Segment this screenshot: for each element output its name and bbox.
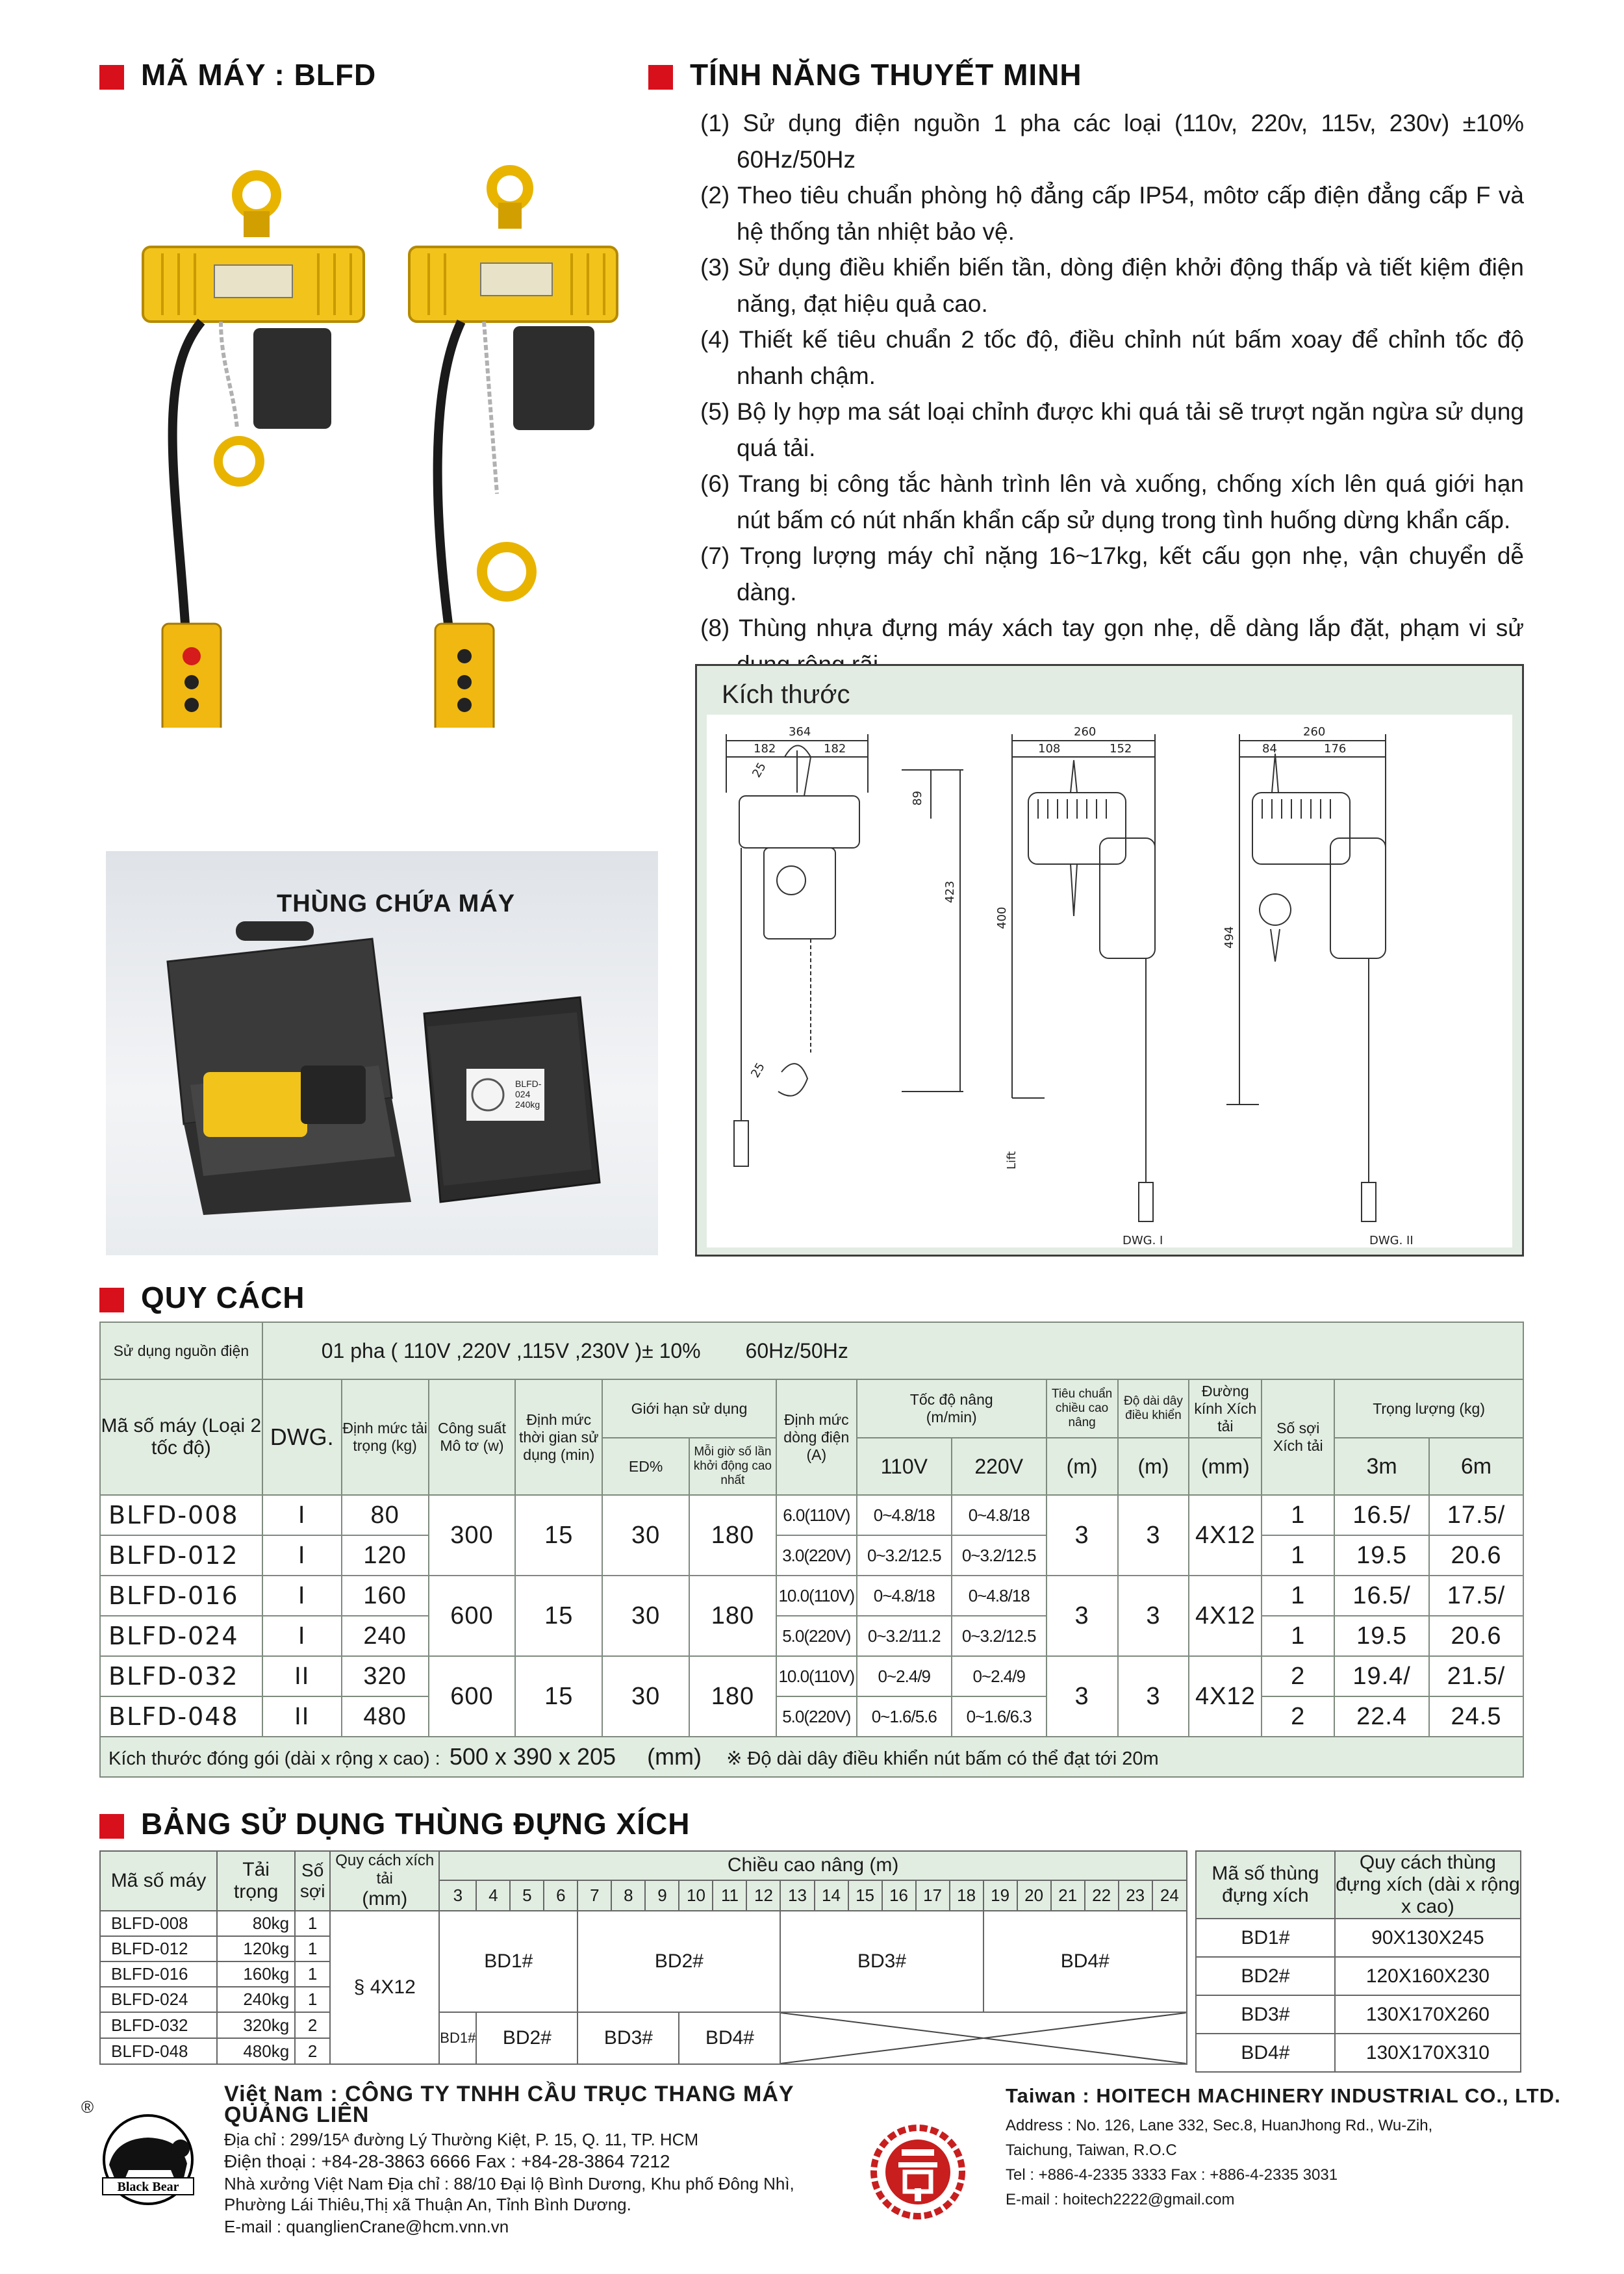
- dimension-drawing: [707, 715, 1512, 1247]
- feature-item: (4) Thiết kế tiêu chuẩn 2 tốc độ, điều chỉnh nút bấm xoay để chỉnh tốc độ nhanh chậm.: [700, 326, 1524, 389]
- dimension-title: Kích thước: [722, 680, 850, 709]
- red-square-icon: [99, 65, 124, 90]
- dim-182a: 182: [754, 742, 776, 756]
- dimension-drawing-box: [695, 664, 1524, 1257]
- tw-title: Taiwan : HOITECH MACHINERY INDUSTRIAL CO., LTD.: [1006, 2084, 1561, 2107]
- h-ed: ED%: [602, 1438, 689, 1495]
- hoist-photo: [123, 156, 682, 728]
- h-std: Tiêu chuẩn chiều cao nâng: [1047, 1379, 1118, 1438]
- logo-text: Black Bear: [117, 2180, 179, 2194]
- chain-row: BLFD-016 160kg 1: [100, 1961, 1187, 1987]
- ch-h-model: Mã số máy: [100, 1851, 217, 1911]
- h-speed: Tốc độ nâng (m/min): [857, 1379, 1047, 1438]
- ch-h-load: Tải trọng: [217, 1851, 295, 1911]
- ch-h-falls: Số sợi: [295, 1851, 330, 1911]
- dim-260b: 260: [1303, 725, 1326, 739]
- tw-email[interactable]: E-mail : hoitech2222@gmail.com: [1006, 2191, 1235, 2208]
- hoist-illustration-right: [409, 170, 617, 728]
- h-falls: Số sợi Xích tải: [1262, 1379, 1334, 1495]
- chain-row: BLFD-032 320kg 2 BD1# BD2# BD3# BD4#: [100, 2012, 1187, 2038]
- box-row: BD2# 120X160X230: [1196, 1957, 1521, 1995]
- red-square-icon: [648, 65, 673, 90]
- box-row: BD3# 130X170X260: [1196, 1995, 1521, 2034]
- box-h-dim: Quy cách thùng đựng xích (dài x rộng x cao): [1336, 1852, 1520, 1917]
- feature-item: (8) Thùng nhựa đựng máy xách tay gọn nhẹ, dễ dàng lắp đặt, phạm vi sử: [700, 615, 1524, 641]
- feature-item: (1) Sử dụng điện nguồn 1 pha các loại (110v, 220v, 115v, 230v) ±10% 60Hz/50Hz: [700, 110, 1524, 173]
- footer-taiwan: [1006, 2084, 1590, 2212]
- cross-hatch-icon: [781, 2013, 1186, 2063]
- features-list: [700, 105, 1524, 682]
- spec-row: BLFD-008 I 80 300 15 30 180 6.0(110V) 0~4.8/18 0~4.8/18 3 3 4X12 1 16.5/ 17.5/: [100, 1495, 1523, 1535]
- red-square-icon: [99, 1288, 124, 1312]
- vn-email[interactable]: E-mail : quanglienCrane@hcm.vnn.vn: [224, 2217, 509, 2236]
- case-sticker: BLFD-024 240kg: [515, 1079, 542, 1110]
- chain-row: BLFD-012 120kg 1: [100, 1936, 1187, 1961]
- spec-row: BLFD-016 I 160 600 15 30 180 10.0(110V) 0~4.8/18 0~4.8/18 3 3 4X12 1 16.5/ 17.5/: [100, 1576, 1523, 1616]
- dim-364: 364: [789, 725, 811, 739]
- dim-400: 400: [995, 906, 1009, 929]
- h-starts: Mỗi giờ số lần khởi động cao nhất: [689, 1438, 776, 1495]
- dim-494: 494: [1223, 926, 1236, 949]
- dim-152: 152: [1110, 742, 1132, 756]
- h-dwg: DWG.: [262, 1379, 342, 1495]
- dwg1-label: DWG. I: [1123, 1234, 1163, 1247]
- pack-row: Kích thước đóng gói (dài x rộng x cao) : 500 x 390 x 205 (mm) ※ Độ dài dây điều khiển nút bấm có thể đạt tới 20m: [100, 1737, 1523, 1777]
- tw-address-1: Address : No. 126, Lane 332, Sec.8, HuanJhong Rd., Wu-Zih,: [1006, 2117, 1433, 2134]
- h-time: Định mức thời gian sử dụng (min): [515, 1379, 602, 1495]
- h-chain: Đường kính Xích tải: [1189, 1379, 1262, 1438]
- chain-heading: BẢNG SỬ DỤNG THÙNG ĐỰNG XÍCH: [99, 1806, 690, 1841]
- tw-phone: Tel : +886-4-2335 3333 Fax : +886-4-2335 3031: [1006, 2166, 1338, 2184]
- source-label: Sử dụng nguồn điện: [100, 1322, 262, 1379]
- dim-25b: 25: [748, 1060, 768, 1080]
- red-square-icon: [99, 1814, 124, 1839]
- dim-423: 423: [943, 880, 957, 903]
- feature-item: (2) Theo tiêu chuẩn phòng hộ đẳng cấp IP54, môtơ cấp điện đẳng cấp F và hệ thống tản nhiệt bảo vệ.: [700, 182, 1524, 245]
- tw-address-2: Taichung, Taiwan, R.O.C: [1006, 2141, 1177, 2159]
- box-spec-table: [1195, 1850, 1521, 2073]
- dim-108: 108: [1038, 742, 1061, 756]
- registered-mark: ®: [81, 2097, 94, 2117]
- feature-item: (7) Trọng lượng máy chỉ nặng 16~17kg, kết cấu gọn nhẹ, vận chuyển dễ dàng.: [700, 543, 1524, 606]
- h-current: Định mức dòng điện (A): [776, 1379, 857, 1495]
- h-220v: 220V: [952, 1438, 1047, 1495]
- vn-factory: Nhà xưởng Việt Nam Địa chỉ : 88/10 Đại lộ Bình Dương, Khu phố Đông Nhì, Phường Lái Thiêu,Thị xã Thuận An, Tỉnh Bình Dương.: [224, 2174, 794, 2214]
- features-heading: TÍNH NĂNG THUYẾT MINH: [648, 57, 1082, 92]
- dim-84: 84: [1262, 742, 1277, 756]
- footer-vietnam: [224, 2084, 809, 2237]
- box-row: BD1# 90X130X245: [1196, 1919, 1521, 1957]
- dim-260a: 260: [1074, 725, 1097, 739]
- spec-row: BLFD-012 I 120 3.0(220V) 0~3.2/12.5 0~3.2/12.5 1 19.5 20.6: [100, 1535, 1523, 1576]
- chain-box-table: Mã số máy Tải trọng Số sợi Quy cách xích tải (mm) Chiều cao nâng (m) 3 4 5 6 7 8 9 10 11 12 13 14 15 16 17 18 19 20 21 22 23 24 BLFD-008 80kg 1 § 4X12 BD1# BD2# BD3# BD4# BLFD-012 120kg 1 BLFD-016 160kg 1 BLFD-024 240kg 1 BLFD-032 320kg 2 BD1# BD2# BD3# BD4# BLFD-048 480kg 2: [99, 1850, 1187, 2065]
- chain-row: BLFD-024 240kg 1: [100, 1987, 1187, 2012]
- spec-table: [99, 1322, 1524, 1778]
- h-cable-unit: (m): [1118, 1438, 1189, 1495]
- spec-heading: QUY CÁCH: [99, 1280, 305, 1315]
- h-cable: Độ dài dây điều khiển: [1118, 1379, 1189, 1438]
- h-110v: 110V: [857, 1438, 952, 1495]
- hoitech-emblem: [869, 2123, 967, 2221]
- vn-phone: Điện thoại : +84-28-3863 6666 Fax : +84-28-3864 7212: [224, 2151, 670, 2171]
- dimension-drawing-area: [707, 715, 1512, 1247]
- chain-row: BLFD-008 80kg 1 § 4X12 BD1# BD2# BD3# BD4#: [100, 1911, 1187, 1936]
- dwg2-label: DWG. II: [1369, 1234, 1414, 1247]
- case-photo: [106, 851, 658, 1255]
- h-6m: 6m: [1429, 1438, 1523, 1495]
- box-h-code: Mã số thùng đựng xích: [1196, 1851, 1335, 1919]
- h-power: Công suất Mô tơ (w): [429, 1379, 516, 1495]
- dim-182b: 182: [824, 742, 846, 756]
- spec-row: BLFD-024 I 240 5.0(220V) 0~3.2/11.2 0~3.2/12.5 1 19.5 20.6: [100, 1616, 1523, 1656]
- model-heading: MÃ MÁY : BLFD: [99, 57, 376, 92]
- ch-h-height: Chiều cao nâng (m): [439, 1851, 1187, 1880]
- h-limit: Giới hạn sử dụng: [602, 1379, 776, 1438]
- dim-25a: 25: [750, 760, 769, 780]
- dim-lift: Lift: [1005, 1151, 1019, 1169]
- spec-row: BLFD-032 II 320 600 15 30 180 10.0(110V) 0~2.4/9 0~2.4/9 3 3 4X12 2 19.4/ 21.5/: [100, 1656, 1523, 1696]
- h-std-unit: (m): [1047, 1438, 1118, 1495]
- black-bear-logo: [90, 2113, 207, 2207]
- h-load: Định mức tải trọng (kg): [342, 1379, 429, 1495]
- case-label: THÙNG CHỨA MÁY: [277, 890, 516, 917]
- h-model: Mã số máy (Loại 2 tốc độ): [100, 1379, 262, 1495]
- case-illustration: [106, 851, 658, 1255]
- ch-h-spec: Quy cách xích tải (mm): [330, 1851, 439, 1911]
- h-weight: Trọng lượng (kg): [1334, 1379, 1523, 1438]
- chain-row: BLFD-048 480kg 2: [100, 2038, 1187, 2064]
- h-chain-unit: (mm): [1189, 1438, 1262, 1495]
- hatched-cell: [780, 2012, 1187, 2064]
- dim-89: 89: [911, 791, 924, 806]
- source-value: 01 pha ( 110V ,220V ,115V ,230V )± 10% 60Hz/50Hz: [262, 1322, 1523, 1379]
- h-3m: 3m: [1334, 1438, 1429, 1495]
- spec-row: BLFD-048 II 480 5.0(220V) 0~1.6/5.6 0~1.6/6.3 2 22.4 24.5: [100, 1696, 1523, 1737]
- dim-176: 176: [1324, 742, 1347, 756]
- feature-item: (5) Bộ ly hợp ma sát loại chỉnh được khi quá tải sẽ trượt ngăn ngừa sử dụng quá tải.: [700, 398, 1524, 461]
- hoist-illustration-left: [143, 175, 364, 728]
- box-row: BD4# 130X170X310: [1196, 2034, 1521, 2072]
- feature-item: (3) Sử dụng điều khiển biến tần, dòng điện khởi động thấp và tiết kiệm điện năng, đạt hiệu quả cao.: [700, 254, 1524, 317]
- feature-item: (6) Trang bị công tắc hành trình lên và xuống, chống xích lên quá giới hạn nút bấm có nút nhấn khẩn cấp sử dụng trong tình huống dừng khẩn cấp.: [700, 470, 1524, 533]
- vn-address: Địa chỉ : 299/15ᴬ đường Lý Thường Kiệt, P. 15, Q. 11, TP. HCM: [224, 2130, 699, 2149]
- vn-title: Việt Nam : CÔNG TY TNHH CẦU TRỤC THANG MÁY QUẢNG LIÊN: [224, 2082, 794, 2127]
